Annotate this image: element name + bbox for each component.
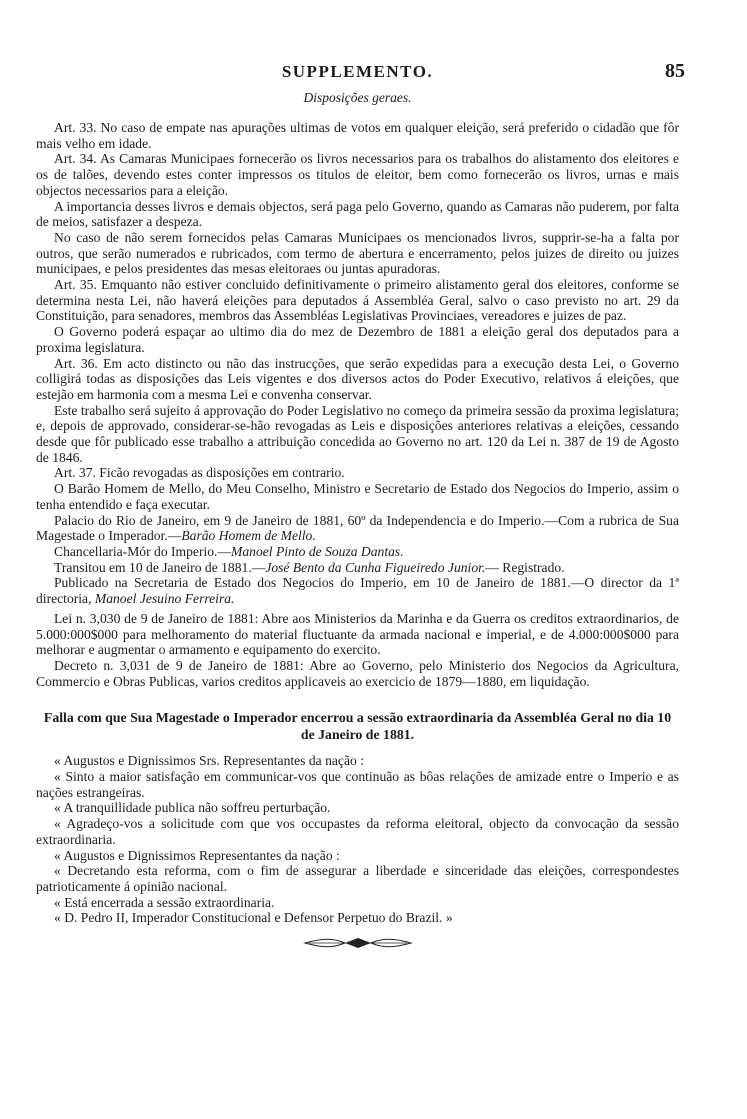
- paragraph: Art. 36. Em acto distincto ou não das instrucções, que serão expedidas para a execução desta Lei, o Governo colligirá todas as disposições das Leis vigentes e dos diversos actos do Poder Executivo, relativos á eleições, que estejão em harmonia com a mesma Lei e convenha conservar.: [36, 355, 679, 402]
- paragraph: O Barão Homem de Mello, do Meu Conselho, Ministro e Secretario de Estado dos Negocios do Imperio, assim o tenha entendido e faça executar.: [36, 481, 679, 512]
- chancellaria-line: [36, 544, 679, 560]
- falla-line: « Está encerrada a sessão extraordinaria.: [54, 894, 275, 910]
- page-header: [36, 60, 685, 86]
- falla-line: « A tranquillidade publica não soffreu perturbação.: [54, 800, 331, 816]
- place-date: Palacio do Rio de Janeiro, em 9 de Janeiro de 1881, 60º da Independencia e do Imperio.—Com a rubrica de Sua Magestade o Imperador.—: [36, 512, 679, 544]
- chancellaria-label: Chancellaria-Mór do Imperio.—: [54, 543, 232, 559]
- document-page: [36, 60, 685, 950]
- paragraph: Art. 37. Ficão revogadas as disposições em contrario.: [54, 465, 345, 481]
- falla-line: « D. Pedro II, Imperador Constitucional e Defensor Perpetuo do Brazil. »: [54, 910, 453, 926]
- running-title: SUPPLEMENTO.: [281, 62, 434, 81]
- paragraph: Este trabalho será sujeito á approvação do Poder Legislativo no começo da primeira sessão da proxima legislatura; e, depois de approvado, considerar-se-hão revogadas as Leis e disposições anteriores relativas a eleições, cessando desde que fôr publicado esse trabalho a attribuição concedida ao Governo no art. 120 da Lei n. 387 de 19 de Agosto de 1846.: [36, 402, 679, 465]
- falla-line: « Augustos e Dignissimos Srs. Representantes da nação :: [54, 753, 364, 769]
- falla-line: « Augustos e Dignissimos Representantes da nação :: [54, 847, 340, 863]
- paragraph: No caso de não serem fornecidos pelas Camaras Municipaes os mencionados livros, supprir-se-ha a falta por outros, que serão numerados e rubricados, com termo de abertura e encerramento, pelos juizes de direito ou juizes municipaes, e pelos presidentes das mesas eleitoraes ou juntas apuradoras.: [36, 229, 679, 277]
- falla-line: « Decretando esta reforma, com o fim de assegurar a liberdade e sinceridade das eleições, correspondestes patrioticamente á opinião nacional.: [36, 863, 679, 894]
- paragraph: Art. 35. Emquanto não estiver concluido definitivamente o primeiro alistamento geral dos eleitores, conforme se determina nesta Lei, não haverá eleições para deputados á Assembléa Geral, salvo o caso previsto no art. 29 da Constituição, para senadores, membros das Assembléas Legislativas Provinciaes, vereadores e juizes de paz.: [36, 277, 679, 324]
- transitou-line: [36, 560, 679, 576]
- chancellaria-name: Manoel Pinto de Souza Dantas.: [231, 543, 404, 559]
- other-acts: [36, 611, 679, 690]
- paragraph: O Governo poderá espaçar ao ultimo dia do mez de Dezembro de 1881 a eleição geral dos deputados para a proxima legislatura.: [36, 324, 679, 355]
- publicado-name: Manoel Jesuino Ferreira.: [94, 591, 235, 607]
- transitou-name: José Bento da Cunha Figueiredo Junior.: [265, 559, 486, 575]
- act-paragraph: Decreto n. 3,031 de 9 de Janeiro de 1881: Abre ao Governo, pelo Ministerio dos Negocios da Agricultura, Commercio e Obras Publicas, varios creditos applicaveis ao exercicio de 1879—1880, em liquidação.: [36, 657, 679, 689]
- falla-line: « Sinto a maior satisfação em communicar-vos que continuão as bôas relações de amizade entre o Imperio e as nações estrangeiras.: [36, 769, 679, 800]
- articles: [36, 120, 679, 513]
- section-title: Disposições geraes.: [303, 90, 412, 105]
- page-number: 85: [665, 60, 685, 82]
- transitou-text: Transitou em 10 de Janeiro de 1881.—: [54, 559, 266, 575]
- place-date-line: [36, 513, 679, 544]
- decorative-rule-icon: [303, 936, 413, 950]
- act-paragraph: Lei n. 3,030 de 9 de Janeiro de 1881: Abre aos Ministerios da Marinha e da Guerra os creditos extraordinarios, de 5.000:000$000 para melhoramento do material fluctuante da armada nacional e imperial, e de 4.000:000$000 para melhorar e augmentar o armamento e equipamento do exercito.: [36, 610, 679, 658]
- falla-body: [36, 753, 679, 926]
- paragraph: A importancia desses livros e demais objectos, será paga pelo Governo, quando as Camaras não puderem, por falta de meios, satisfazer a despeza.: [36, 198, 679, 230]
- paragraph: Art. 34. As Camaras Municipaes fornecerão os livros necessarios para os trabalhos do alistamento dos eleitores e os de talões, devendo estes conter impressos os titulos de eleitor, bem como fornecerão os livros, urnas e mais objectos necessarios para a eleição.: [36, 151, 679, 198]
- falla-line: « Agradeço-vos a solicitude com que vos occupastes da reforma eleitoral, objecto da convocação da sessão extraordinaria.: [36, 816, 679, 847]
- falla-title: Falla com que Sua Magestade o Imperador encerrou a sessão extraordinaria da Assembléa Geral no dia 10 de Janeiro de 1881.: [43, 710, 672, 743]
- paragraph: Art. 33. No caso de empate nas apurações ultimas de votos em qualquer eleição, será preferido o cidadão que fôr mais velho em idade.: [36, 120, 679, 151]
- signatory: Barão Homem de Mello.: [181, 528, 316, 544]
- publicado-line: [36, 575, 679, 606]
- transitou-suffix: — Registrado.: [485, 559, 565, 575]
- decree-closing: [36, 513, 679, 607]
- publicado-text: Publicado na Secretaria de Estado dos Negocios do Imperio, em 10 de Janeiro de 1881.—O director da 1ª directoria,: [36, 575, 679, 607]
